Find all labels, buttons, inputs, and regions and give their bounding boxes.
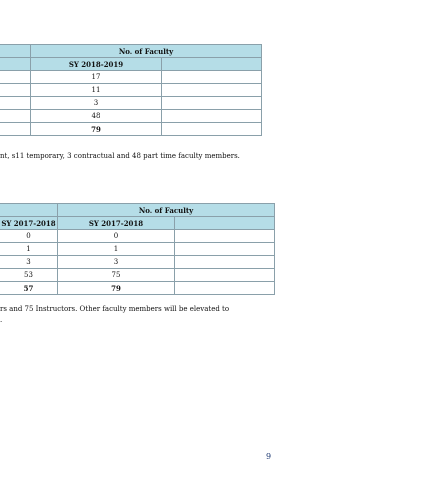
header-cell-empty [0, 45, 31, 58]
page-number: 9 [266, 452, 272, 461]
table1-column-header: SY 2018-2019 [31, 58, 162, 71]
paragraph-instructors-end: . [0, 316, 3, 324]
faculty-table-2018-2019 [0, 44, 262, 136]
table-row [0, 84, 262, 97]
faculty-table-2017-2018 [0, 203, 275, 295]
table-row [0, 230, 275, 243]
cell: 48 [31, 110, 162, 123]
subheader-cell-blank [162, 58, 262, 71]
cell: 0 [0, 230, 58, 243]
table-row [0, 256, 275, 269]
cell: 3 [0, 256, 58, 269]
table-row [0, 71, 262, 84]
header-cell-cut [0, 204, 58, 217]
cell: 53 [0, 269, 58, 282]
table-row [0, 269, 275, 282]
cell: 1 [0, 243, 58, 256]
cell: 3 [58, 256, 175, 269]
table-row [0, 97, 262, 110]
total-cell: 79 [58, 282, 175, 295]
cell: 3 [31, 97, 162, 110]
cell: 1 [58, 243, 175, 256]
table2-column-b: SY 2017-2018 [58, 217, 175, 230]
table2-column-a: SY 2017-2018 [1, 218, 56, 228]
table2-title: No. of Faculty [58, 204, 275, 217]
paragraph-faculty-composition: nt, s11 temporary, 3 contractual and 48 part time faculty members. [0, 152, 240, 160]
cell: 0 [58, 230, 175, 243]
paragraph-instructors: rs and 75 Instructors. Other faculty members will be elevated to [0, 305, 230, 313]
table-row [0, 243, 275, 256]
total-cell: 57 [0, 282, 58, 295]
table-row [0, 110, 262, 123]
total-cell: 79 [31, 123, 162, 136]
table-row-total [0, 282, 275, 295]
subheader-cell-empty [0, 58, 31, 71]
cell: 17 [31, 71, 162, 84]
cell: 75 [58, 269, 175, 282]
cell: 11 [31, 84, 162, 97]
table1-title: No. of Faculty [31, 45, 262, 58]
table2-column-blank [175, 217, 275, 230]
table-row-total [0, 123, 262, 136]
